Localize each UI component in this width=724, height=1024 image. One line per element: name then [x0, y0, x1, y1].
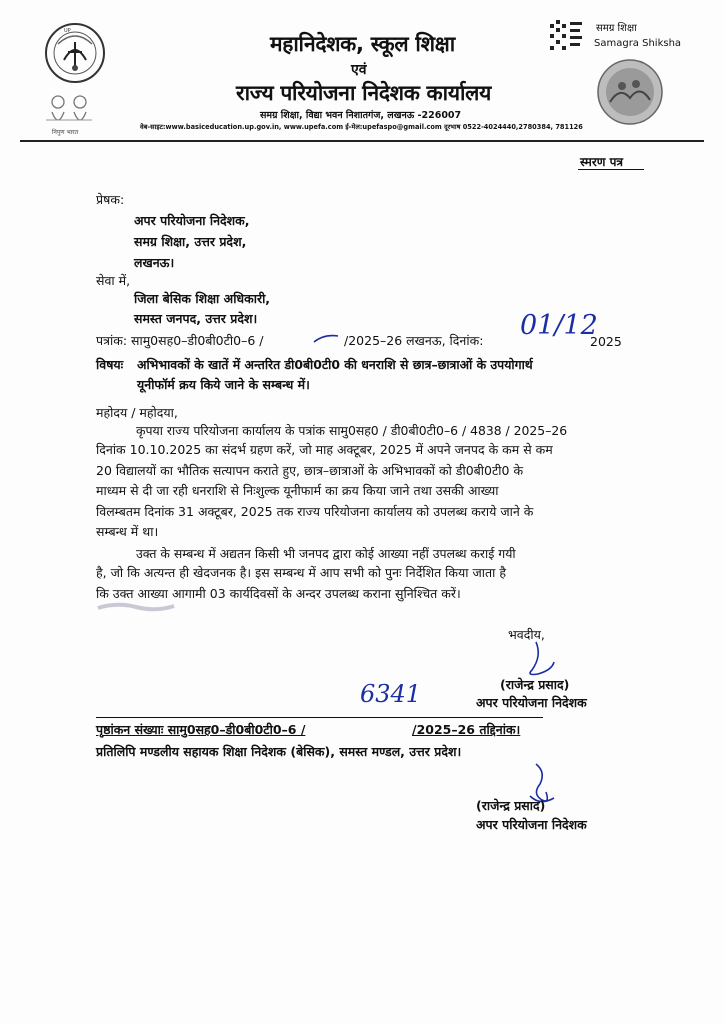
reference-suffix: /2025–26 लखनऊ, दिनांक: [344, 333, 484, 348]
header-title-line1: महानिदेशक, स्कूल शिक्षा [270, 32, 455, 56]
signatory2-name: (राजेन्द्र प्रसाद) [476, 798, 546, 813]
para1-line: सम्बन्ध में था। [96, 524, 159, 539]
nipun-bharat-caption: निपुण भारत [52, 129, 79, 136]
svg-text:UP: UP [64, 28, 71, 34]
copy-line: प्रतिलिपि मण्डलीय सहायक शिक्षा निदेशक (बेसिक), समस्त मण्डल, उत्तर प्रदेश। [96, 744, 462, 759]
signatory-title: अपर परियोजना निदेशक [476, 695, 587, 710]
nipun-bharat-logo-icon [30, 90, 110, 130]
header-contacts: वेब-साइट:www.basiceducation.up.gov.in, www.upefa.com ई-मेल:upefaspo@gmail.com दूरभाष 0522-4024440,2780384, 781126 [140, 123, 583, 131]
handwritten-endorsement-number: 6341 [360, 680, 422, 708]
samagra-shiksha-logo-icon [548, 18, 584, 54]
from-line-3: लखनऊ। [134, 255, 175, 270]
from-line-2: समग्र शिक्षा, उत्तर प्रदेश, [134, 234, 247, 249]
closing: भवदीय, [508, 627, 545, 642]
up-government-emblem-icon [44, 22, 106, 84]
endorsement-rule [96, 717, 543, 718]
para2-line: है, जो कि अत्यन्त ही खेदजनक है। इस सम्बन्ध में आप सभी को पुनः निर्देशित किया जाता है [96, 565, 506, 580]
para1-line: दिनांक 10.10.2025 का संदर्भ ग्रहण करें, जो माह अक्टूबर, 2025 में अपने जनपद के कम से कम [96, 442, 553, 457]
endorsement-suffix: /2025–26 तद्दिनांक। [412, 722, 521, 737]
to-label: सेवा में, [96, 273, 131, 288]
header-address: समग्र शिक्षा, विद्या भवन निशातगंज, लखनऊ -226007 [260, 110, 462, 121]
subject-line-1: अभिभावकों के खातें में अन्तरित डी0बी0टी0 की धनराशि से छात्र–छात्राओं के उपयोगार्थ [137, 357, 533, 372]
faded-ink-smudge [96, 598, 176, 616]
para2-line: कि उक्त आख्या आगामी 03 कार्यदिवसों के अन्दर उपलब्ध कराना सुनिश्चित करें। [96, 585, 461, 601]
para1-line: विलम्बतम दिनांक 31 अक्टूबर, 2025 तक राज्य परियोजना कार्यालय को उपलब्ध कराये जाने के [96, 503, 534, 519]
from-label: प्रेषक: [96, 192, 125, 207]
header-title-line3: राज्य परियोजना निदेशक कार्यालय [236, 81, 491, 105]
brand-english: Samagra Shiksha [594, 38, 682, 49]
from-line-1: अपर परियोजना निदेशक, [134, 213, 250, 228]
handwritten-date: 01/12 [520, 310, 598, 341]
para2-first-line: उक्त के सम्बन्ध में अद्यतन किसी भी जनपद द्वारा कोई आख्या नहीं उपलब्ध कराई गयी [136, 546, 516, 561]
signature-1 [502, 640, 562, 678]
reference-year: 2025 [590, 334, 622, 349]
header-rule [20, 140, 704, 142]
subject-label: विषयः [96, 357, 124, 372]
salutation: महोदय / महोदया, [96, 405, 178, 420]
signatory2-title: अपर परियोजना निदेशक [476, 817, 587, 832]
letter-type-underline [578, 169, 644, 170]
para1-body [96, 440, 638, 543]
para1-line: माध्यम से दी जा रही धनराशि से निःशुल्क यूनीफार्म का क्रय किया जाने तथा उसकी आख्या [96, 483, 499, 498]
header-title-line2: एवं [351, 62, 367, 78]
campaign-badge-icon [596, 58, 664, 126]
handwritten-tick-mark [312, 332, 340, 346]
to-line-2: समस्त जनपद, उत्तर प्रदेश। [134, 311, 258, 326]
para1-first-line: कृपया राज्य परियोजना कार्यालय के पत्रांक सामु0सह0 / डी0बी0टी0–6 / 4838 / 2025–26 [136, 423, 568, 438]
subject-line-2: यूनीफॉर्म क्रय किये जाने के सम्बन्ध में। [137, 377, 310, 392]
para1-line: 20 विद्यालयों का भौतिक सत्यापन कराते हुए, छात्र–छात्राओं के अभिभावकों को डी0बी0टी0 के [96, 462, 524, 478]
reference-prefix: पत्रांक: सामु0सह0–डी0बी0टी0–6 / [96, 333, 264, 348]
letter-type: स्मरण पत्र [580, 155, 624, 169]
endorsement-prefix: पृष्ठांकन संख्याः सामु0सह0–डी0बी0टी0–6 / [96, 722, 306, 737]
para2-body [96, 563, 638, 604]
brand-hindi: समग्र शिक्षा [596, 23, 637, 34]
signatory-name: (राजेन्द्र प्रसाद) [500, 677, 570, 692]
to-line-1: जिला बेसिक शिक्षा अधिकारी, [134, 291, 271, 306]
